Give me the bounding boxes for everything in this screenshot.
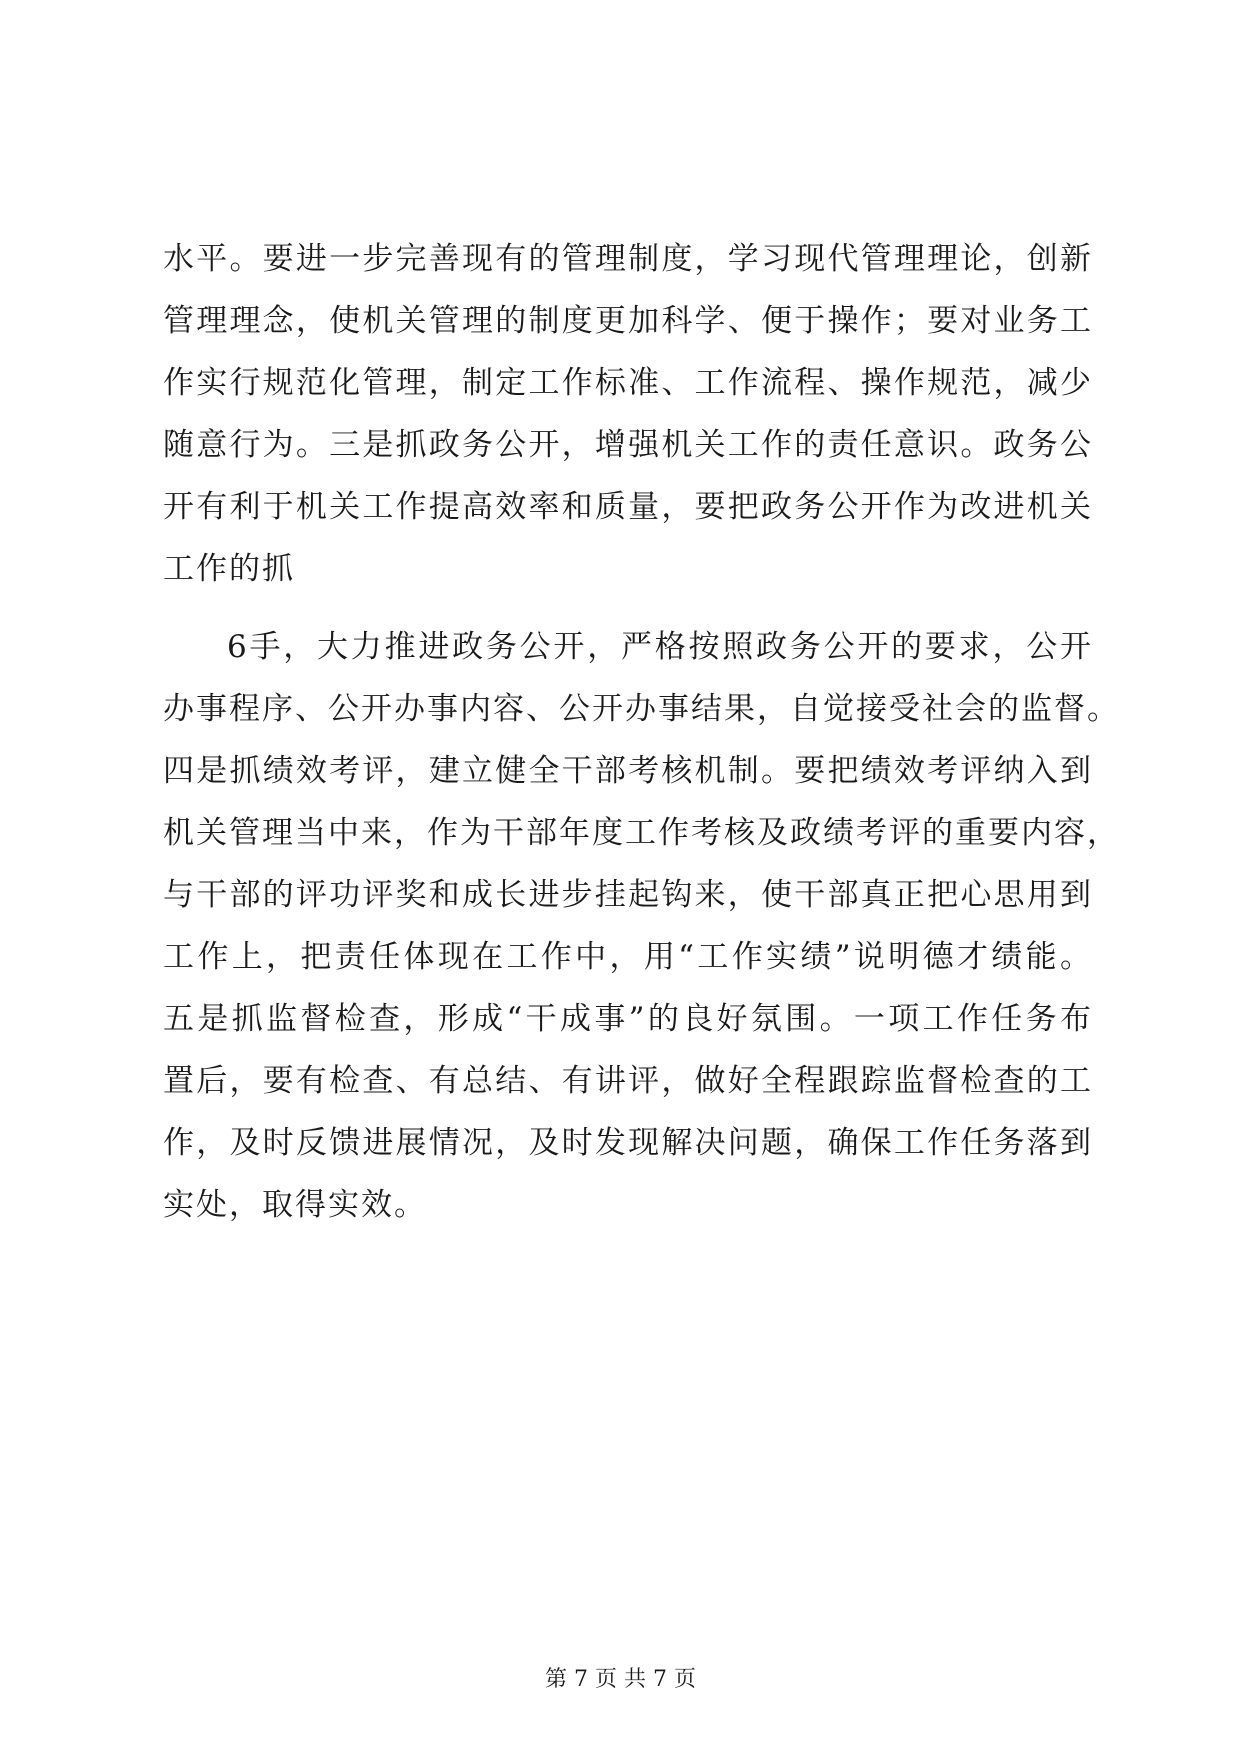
paragraph-2	[163, 616, 1120, 1236]
paragraph-gap	[163, 600, 1093, 616]
text-line: 与干部的评功评奖和成长进步挂起钩来，使干部真正把心思用到	[163, 877, 1093, 913]
text-line: 机关管理当中来，作为干部年度工作考核及政绩考评的重要内容，	[163, 815, 1120, 851]
text-line: 随意行为。三是抓政务公开，增强机关工作的责任意识。政务公	[163, 427, 1093, 463]
text-line: 管理理念，使机关管理的制度更加科学、便于操作；要对业务工	[163, 303, 1093, 339]
page-number-footer: 第 7 页 共 7 页	[545, 1667, 696, 1692]
text-line: 水平。要进一步完善现有的管理制度，学习现代管理理论，创新	[163, 241, 1093, 277]
text-line: 6手，大力推进政务公开，严格按照政务公开的要求，公开	[227, 629, 1093, 665]
text-line: 四是抓绩效考评，建立健全干部考核机制。要把绩效考评纳入到	[163, 753, 1093, 789]
text-line: 办事程序、公开办事内容、公开办事结果，自觉接受社会的监督。	[163, 691, 1120, 727]
body-text	[163, 228, 1120, 1236]
text-line: 工作上，把责任体现在工作中，用“工作实绩”说明德才绩能。	[163, 939, 1093, 975]
paragraph-1	[163, 228, 1093, 600]
text-line: 开有利于机关工作提高效率和质量，要把政务公开作为改进机关	[163, 489, 1093, 525]
text-line: 作，及时反馈进展情况，及时发现解决问题，确保工作任务落到	[163, 1125, 1093, 1161]
text-line: 作实行规范化管理，制定工作标准、工作流程、操作规范，减少	[163, 365, 1093, 401]
text-line: 工作的抓	[163, 551, 295, 587]
text-line: 置后，要有检查、有总结、有讲评，做好全程跟踪监督检查的工	[163, 1063, 1093, 1099]
text-line: 五是抓监督检查，形成“干成事”的良好氛围。一项工作任务布	[163, 1001, 1093, 1037]
text-line: 实处，取得实效。	[163, 1187, 427, 1223]
